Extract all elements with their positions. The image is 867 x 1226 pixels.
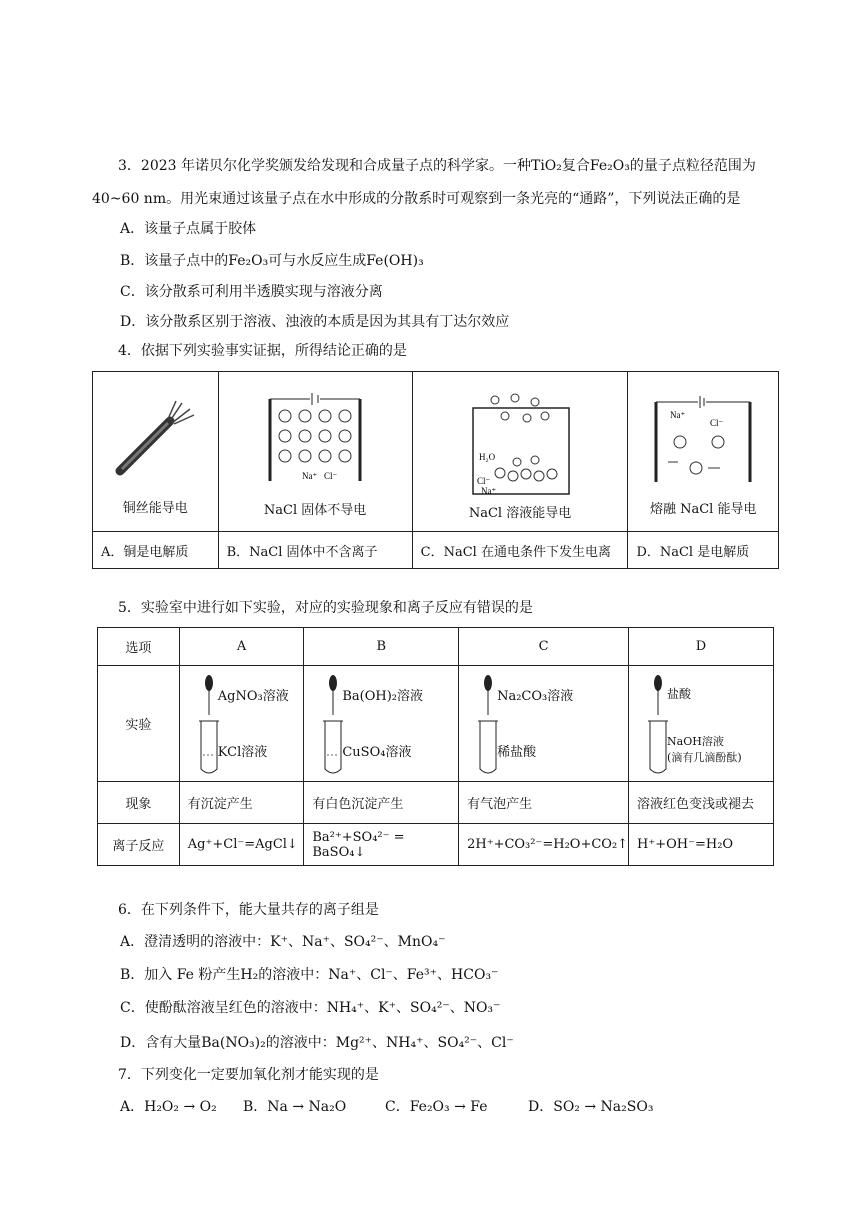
q4-conclusion-a: A．铜是电解质 (93, 532, 219, 569)
q6-option-b: B．加入 Fe 粉产生H₂的溶液中：Na⁺、Cl⁻、Fe³⁺、HCO₃⁻ (120, 967, 499, 983)
q5-row-phenomenon: 现象 (98, 782, 180, 824)
q6-option-c: C．使酚酞溶液呈红色的溶液中：NH₄⁺、K⁺、SO₄²⁻、NO₃⁻ (120, 1000, 501, 1016)
reagent-top-c: Na₂CO₃溶液 (497, 688, 574, 704)
q4-cell-molten (628, 372, 779, 532)
reagent-top-d: 盐酸 (667, 686, 692, 701)
q5-reaction-d: H⁺+OH⁻=H₂O (629, 824, 774, 866)
q4-table (92, 371, 779, 569)
q3-stem-line2: 40~60 nm。用光束通过该量子点在水中形成的分散系时可观察到一条光亮的“通路”，下列说法正确的是 (92, 191, 741, 207)
q5-phenomenon-d: 溶液红色变浅或褪去 (629, 782, 774, 824)
q7-option-a: A．H₂O₂ → O₂ (120, 1099, 217, 1115)
q5-header-a: A (179, 628, 304, 666)
copper-wire-figure (110, 393, 200, 483)
q5-row-experiment: 实验 (98, 666, 180, 782)
q5-exp-a (179, 666, 304, 782)
q3-option-b: B．该量子点中的Fe₂O₃可与水反应生成Fe(OH)₃ (120, 253, 424, 269)
reagent-bottom-b: CuSO₄溶液 (342, 744, 412, 760)
q5-reaction-b: Ba²⁺+SO₄²⁻ = BaSO₄↓ (304, 824, 459, 866)
reagent-bottom-a: KCl溶液 (217, 744, 268, 760)
q7-option-b: B．Na → Na₂O (243, 1099, 347, 1115)
reagent-note-d: (滴有几滴酚酞) (667, 750, 742, 764)
q3-option-a: A．该量子点属于胶体 (120, 221, 257, 237)
q5-exp-d (629, 666, 774, 782)
q4-cell-solid (218, 372, 412, 532)
q6-option-d: D．含有大量Ba(NO₃)₂的溶液中：Mg²⁺、NH₄⁺、SO₄²⁻、Cl⁻ (120, 1035, 514, 1051)
q7-option-d: D．SO₂ → Na₂SO₃ (528, 1099, 654, 1115)
solution-cl-label: Cl⁻ (477, 476, 491, 486)
q5-stem: 5．实验室中进行如下实验，对应的实验现象和离子反应有错误的是 (118, 600, 533, 616)
q3-option-c: C．该分散系可利用半透膜实现与溶液分离 (120, 284, 383, 300)
q4-caption-copper: 铜丝能导电 (122, 501, 188, 516)
solid-cl-label: Cl⁻ (324, 471, 338, 481)
solution-na-label: Na⁺ (481, 486, 497, 496)
q5-phenomenon-a: 有沉淀产生 (179, 782, 304, 824)
nacl-solution-figure (465, 388, 575, 498)
solution-h2o-label: H₂O (479, 452, 496, 462)
reagent-top-b: Ba(OH)₂溶液 (342, 688, 424, 704)
q7-stem: 7．下列变化一定要加氧化剂才能实现的是 (118, 1067, 379, 1083)
q4-stem: 4．依据下列实验事实证据，所得结论正确的是 (118, 343, 407, 359)
q5-phenomenon-c: 有气泡产生 (459, 782, 629, 824)
q4-caption-molten: 熔融 NaCl 能导电 (649, 502, 757, 517)
q4-conclusion-c: C．NaCl 在通电条件下发生电离 (412, 532, 628, 569)
q7-option-c: C．Fe₂O₃ → Fe (385, 1099, 488, 1115)
q3-stem-line1: 3．2023 年诺贝尔化学奖颁发给发现和合成量子点的科学家。一种TiO₂复合Fe₂O₃的量子点粒径范围为 (118, 158, 756, 174)
q5-header-d: D (629, 628, 774, 666)
q4-caption-solution: NaCl 溶液能导电 (468, 506, 572, 521)
q5-table (97, 627, 774, 866)
solid-na-label: Na⁺ (302, 471, 318, 481)
q3-option-d: D．该分散系区别于溶液、浊液的本质是因为其具有丁达尔效应 (120, 314, 510, 330)
q5-reaction-a: Ag⁺+Cl⁻=AgCl↓ (179, 824, 304, 866)
q5-exp-b (304, 666, 459, 782)
molten-cl-label: Cl⁻ (710, 418, 724, 428)
molten-nacl-figure (648, 392, 758, 488)
q6-stem: 6．在下列条件下，能大量共存的离子组是 (118, 902, 379, 918)
q5-header-c: C (459, 628, 629, 666)
reagent-top-a: AgNO₃溶液 (217, 688, 289, 704)
molten-na-label: Na⁺ (670, 410, 686, 420)
nacl-solid-figure (260, 391, 370, 491)
q5-phenomenon-b: 有白色沉淀产生 (304, 782, 459, 824)
q4-conclusion-b: B．NaCl 固体中不含离子 (218, 532, 412, 569)
q4-caption-solid: NaCl 固体不导电 (263, 503, 367, 518)
q4-cell-solution (412, 372, 628, 532)
q6-option-a: A．澄清透明的溶液中：K⁺、Na⁺、SO₄²⁻、MnO₄⁻ (120, 934, 446, 950)
q5-row-reaction: 离子反应 (98, 824, 180, 866)
q4-conclusion-d: D．NaCl 是电解质 (628, 532, 779, 569)
reagent-bottom-d: NaOH溶液 (667, 734, 724, 748)
q5-header-option: 选项 (98, 628, 180, 666)
q5-exp-c (459, 666, 629, 782)
q5-header-b: B (304, 628, 459, 666)
q4-cell-copper (93, 372, 219, 532)
q5-reaction-c: 2H⁺+CO₃²⁻=H₂O+CO₂↑ (459, 824, 629, 866)
reagent-bottom-c: 稀盐酸 (497, 744, 537, 760)
